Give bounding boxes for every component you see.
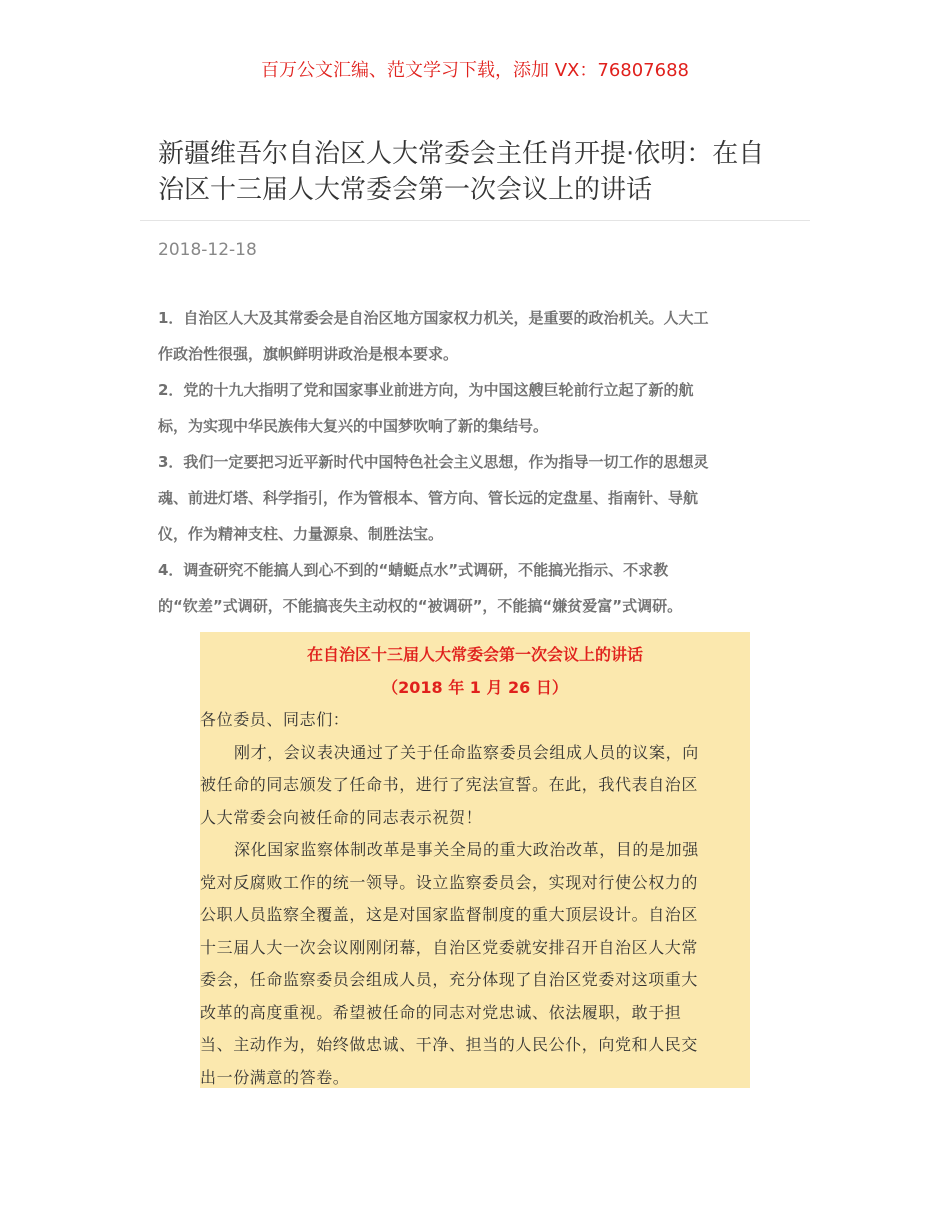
title-line: 治区十三届人大常委会第一次会议上的讲话 (158, 175, 653, 205)
point-line: 魂、前进灯塔、科学指引，作为管根本、管方向、管长远的定盘星、指南针、导航 (158, 489, 699, 507)
paragraph-line: 深化国家监察体制改革是事关全局的重大政治改革，目的是加强 (234, 840, 699, 859)
speech-box (200, 632, 750, 1088)
point-2 (158, 372, 798, 444)
publish-date: 2018-12-18 (158, 240, 257, 260)
article-title (158, 136, 798, 208)
title-divider (140, 220, 810, 221)
paragraph-line: 公职人员监察全覆盖，这是对国家监督制度的重大顶层设计。自治区 (200, 905, 699, 924)
salutation: 各位委员、同志们： (200, 710, 350, 729)
speech-body (200, 704, 750, 1094)
promo-banner: 百万公文汇编、范文学习下载，添加 VX：76807688 (261, 60, 689, 81)
point-3 (158, 444, 798, 552)
paragraph-line: 党对反腐败工作的统一领导。设立监察委员会，实现对行使公权力的 (200, 872, 699, 892)
paragraph-line: 刚才，会议表决通过了关于任命监察委员会组成人员的议案，向 (234, 742, 699, 762)
paragraph-line: 十三届人大一次会议刚刚闭幕，自治区党委就安排召开自治区人大常 (200, 937, 699, 957)
speech-date: （2018 年 1 月 26 日） (382, 678, 568, 697)
key-points (158, 300, 798, 624)
point-line: 的“钦差”式调研，不能搞丧失主动权的“被调研”，不能搞“嫌贫爱富”式调研。 (158, 597, 683, 615)
paragraph-line: 改革的高度重视。希望被任命的同志对党忠诚、依法履职，敢于担 (200, 1002, 682, 1022)
paragraph-line: 出一份满意的答卷。 (200, 1067, 350, 1087)
point-line: 标，为实现中华民族伟大复兴的中国梦吹响了新的集结号。 (158, 417, 549, 435)
point-4 (158, 552, 798, 624)
title-line: 新疆维吾尔自治区人大常委会主任肖开提·依明：在自 (158, 139, 765, 169)
point-line: 作政治性很强，旗帜鲜明讲政治是根本要求。 (158, 345, 459, 363)
point-1 (158, 300, 798, 372)
speech-heading: 在自治区十三届人大常委会第一次会议上的讲话 (306, 645, 643, 664)
point-line: 3．我们一定要把习近平新时代中国特色社会主义思想，作为指导一切工作的思想灵 (158, 453, 709, 471)
point-line: 仪，作为精神支柱、力量源泉、制胜法宝。 (158, 525, 444, 543)
paragraph-line: 人大常委会向被任命的同志表示祝贺！ (200, 807, 483, 827)
point-line: 4．调查研究不能搞人到心不到的“蜻蜓点水”式调研，不能搞光指示、不求教 (158, 561, 669, 579)
paragraph-line: 委会，任命监察委员会组成人员，充分体现了自治区党委对这项重大 (200, 970, 699, 989)
point-line: 2．党的十九大指明了党和国家事业前进方向，为中国这艘巨轮前行立起了新的航 (158, 381, 694, 399)
point-line: 1．自治区人大及其常委会是自治区地方国家权力机关，是重要的政治机关。人大工 (158, 309, 709, 327)
paragraph-line: 当、主动作为，始终做忠诚、干净、担当的人民公仆，向党和人民交 (200, 1035, 699, 1054)
speech-paragraph (200, 834, 750, 1094)
speech-paragraph (200, 737, 750, 835)
paragraph-line: 被任命的同志颁发了任命书，进行了宪法宣誓。在此，我代表自治区 (200, 775, 699, 794)
